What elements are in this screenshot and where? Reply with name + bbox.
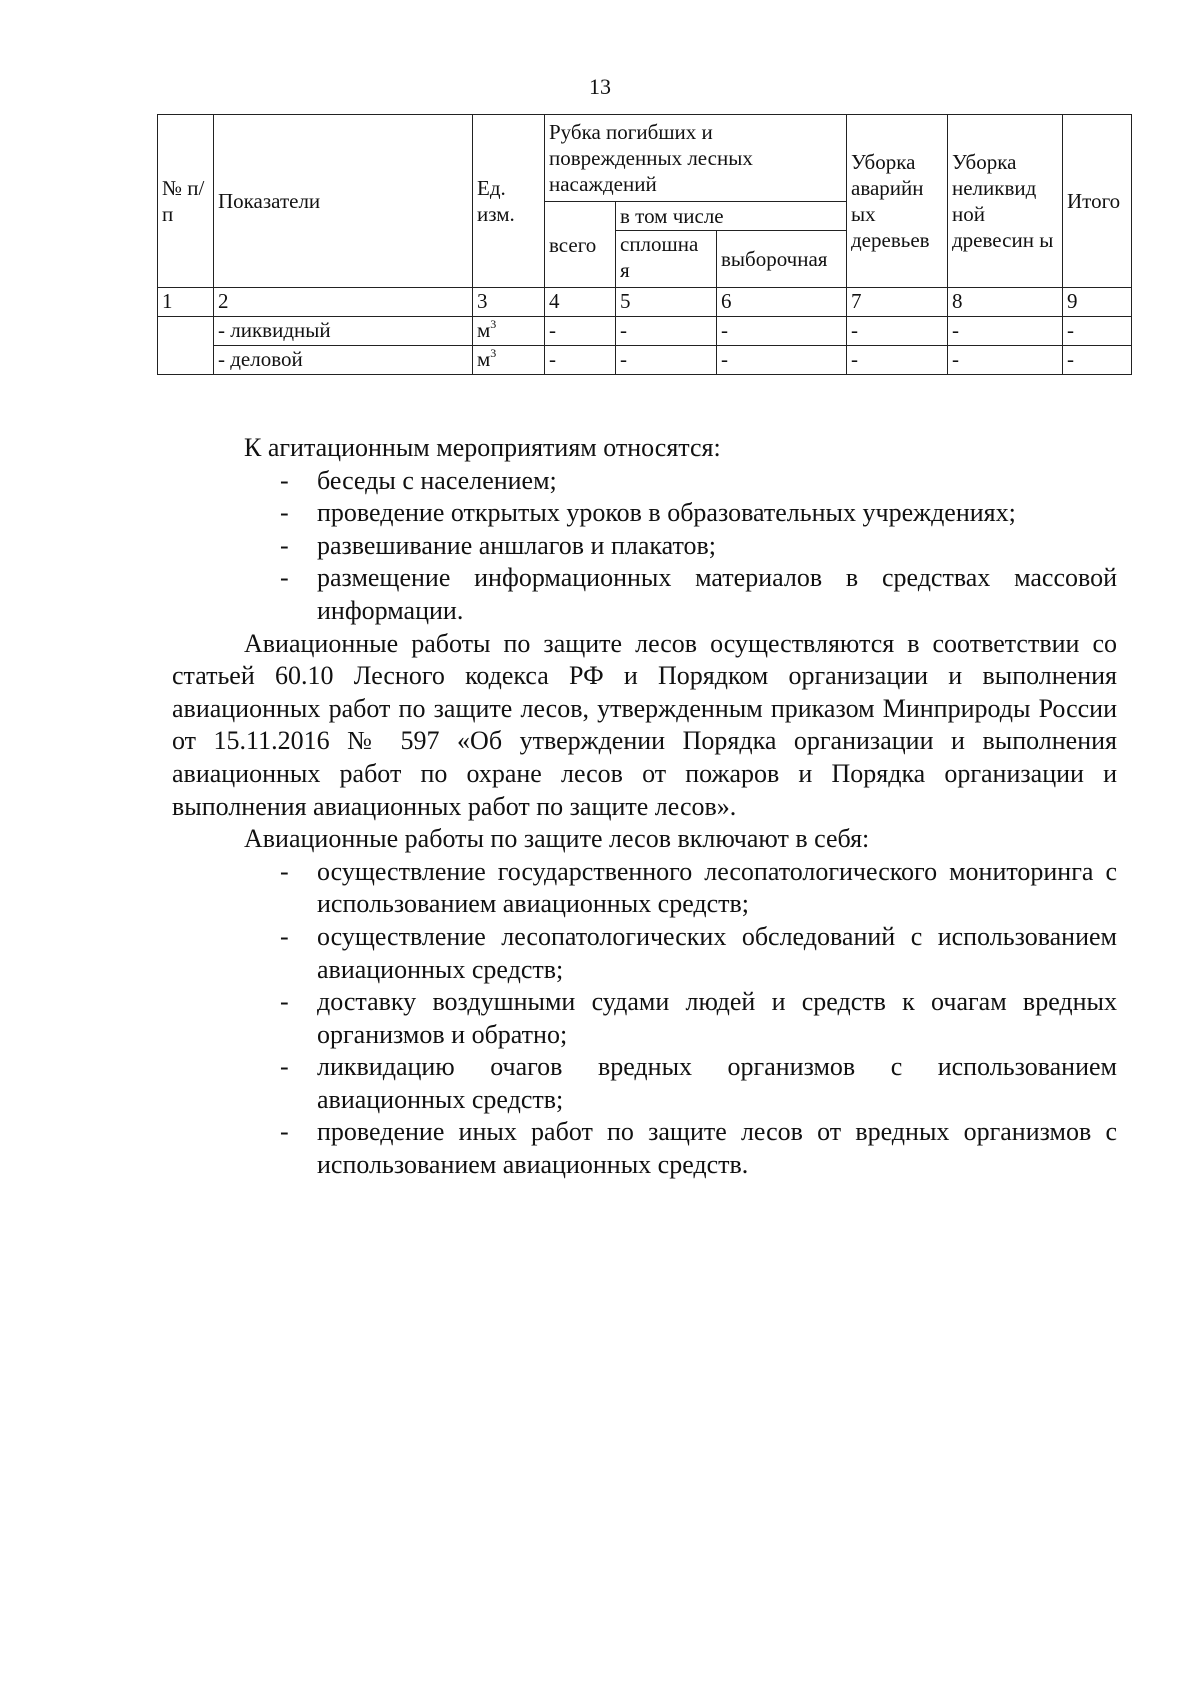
list-item: - проведение иных работ по защите лесов от вредных организмов с использованием авиационных средств. [280, 1117, 1117, 1180]
row-num-cell [158, 317, 214, 375]
dash-marker: - [280, 530, 289, 560]
row-value: - [1063, 317, 1132, 346]
list-item: - размещение информационных материалов в средствах массовой информации. [280, 563, 1117, 625]
table-row [158, 346, 1132, 375]
header-illiquid-wood: Уборка неликвид ной древесин ы [948, 115, 1063, 288]
header-unit: Ед. изм. [473, 115, 545, 288]
column-number: 2 [214, 288, 473, 317]
aviation-list [172, 856, 1117, 1182]
header-felling-total: всего [545, 202, 616, 288]
row-value: - [616, 346, 717, 375]
row-indicator: - деловой [214, 346, 473, 375]
column-number: 1 [158, 288, 214, 317]
column-number: 8 [948, 288, 1063, 317]
dash-marker: - [280, 465, 289, 495]
header-num: № п/п [158, 115, 214, 288]
dash-marker: - [280, 856, 289, 886]
header-emergency-trees: Уборка аварийн ых деревьев [847, 115, 948, 288]
dash-marker: - [280, 1117, 289, 1147]
header-total: Итого [1063, 115, 1132, 288]
list-item: - беседы с населением; [172, 465, 1117, 498]
list-item: - ликвидацию очагов вредных организмов с использованием авиационных средств; [280, 1052, 1117, 1114]
row-value: - [717, 346, 847, 375]
page-number: 13 [589, 74, 611, 99]
header-indicators: Показатели [214, 115, 473, 288]
row-unit: $м^3$ [473, 317, 545, 346]
dash-marker: - [280, 563, 289, 593]
aviation-paragraph: Авиационные работы по защите лесов осуществляются в соответствии со статьей 60.10 Лесного кодекса РФ и Порядком организации и выполнения авиационных работ по защите лесов, утвержденным приказом Минприроды России от 15.11.2016 № 597 «Об утверждении Порядка организации и выполнения авиационных работ по охране лесов от пожаров и Порядка организации и выполнения авиационных работ по защите лесов». [172, 628, 1117, 821]
list-item: - осуществление государственного лесопатологического мониторинга с использованием авиационных средств; [280, 856, 1117, 919]
column-number: 9 [1063, 288, 1132, 317]
list-item: - доставку воздушными судами людей и средств к очагам вредных организмов и обратно; [280, 987, 1117, 1049]
column-number: 5 [616, 288, 717, 317]
agitation-list [172, 465, 1117, 628]
list-item: - осуществление лесопатологических обследований с использованием авиационных средств; [280, 921, 1117, 984]
column-numbers-row [158, 288, 1132, 317]
row-value: - [948, 317, 1063, 346]
header-selective-felling: выборочная [717, 231, 847, 288]
header-including: в том числе [616, 202, 847, 231]
list-item: - проведение открытых уроков в образовательных учреждениях; [172, 497, 1117, 530]
row-value: - [847, 317, 948, 346]
column-number: 3 [473, 288, 545, 317]
row-value: - [545, 317, 616, 346]
row-value: - [847, 346, 948, 375]
table-row [158, 317, 1132, 346]
row-unit: $м^3$ [473, 346, 545, 375]
row-value: - [717, 317, 847, 346]
column-number: 6 [717, 288, 847, 317]
list-item: - развешивание аншлагов и плакатов; [172, 530, 1117, 563]
header-clear-felling: сплошна я [616, 231, 717, 288]
column-number: 7 [847, 288, 948, 317]
forest-protection-table [157, 114, 1132, 375]
agitation-intro: К агитационным мероприятиям относятся: [244, 433, 721, 462]
aviation-intro: Авиационные работы по защите лесов включают в себя: [244, 824, 870, 854]
dash-marker: - [280, 987, 289, 1017]
dash-marker: - [280, 498, 289, 528]
column-number: 4 [545, 288, 616, 317]
header-felling-group: Рубка погибших и поврежденных лесных насаждений [545, 115, 847, 202]
row-indicator: - ликвидный [214, 317, 473, 346]
dash-marker: - [280, 921, 289, 951]
row-value: - [1063, 346, 1132, 375]
dash-marker: - [280, 1052, 289, 1082]
row-value: - [948, 346, 1063, 375]
row-value: - [545, 346, 616, 375]
row-value: - [616, 317, 717, 346]
body-text [172, 432, 1117, 1182]
